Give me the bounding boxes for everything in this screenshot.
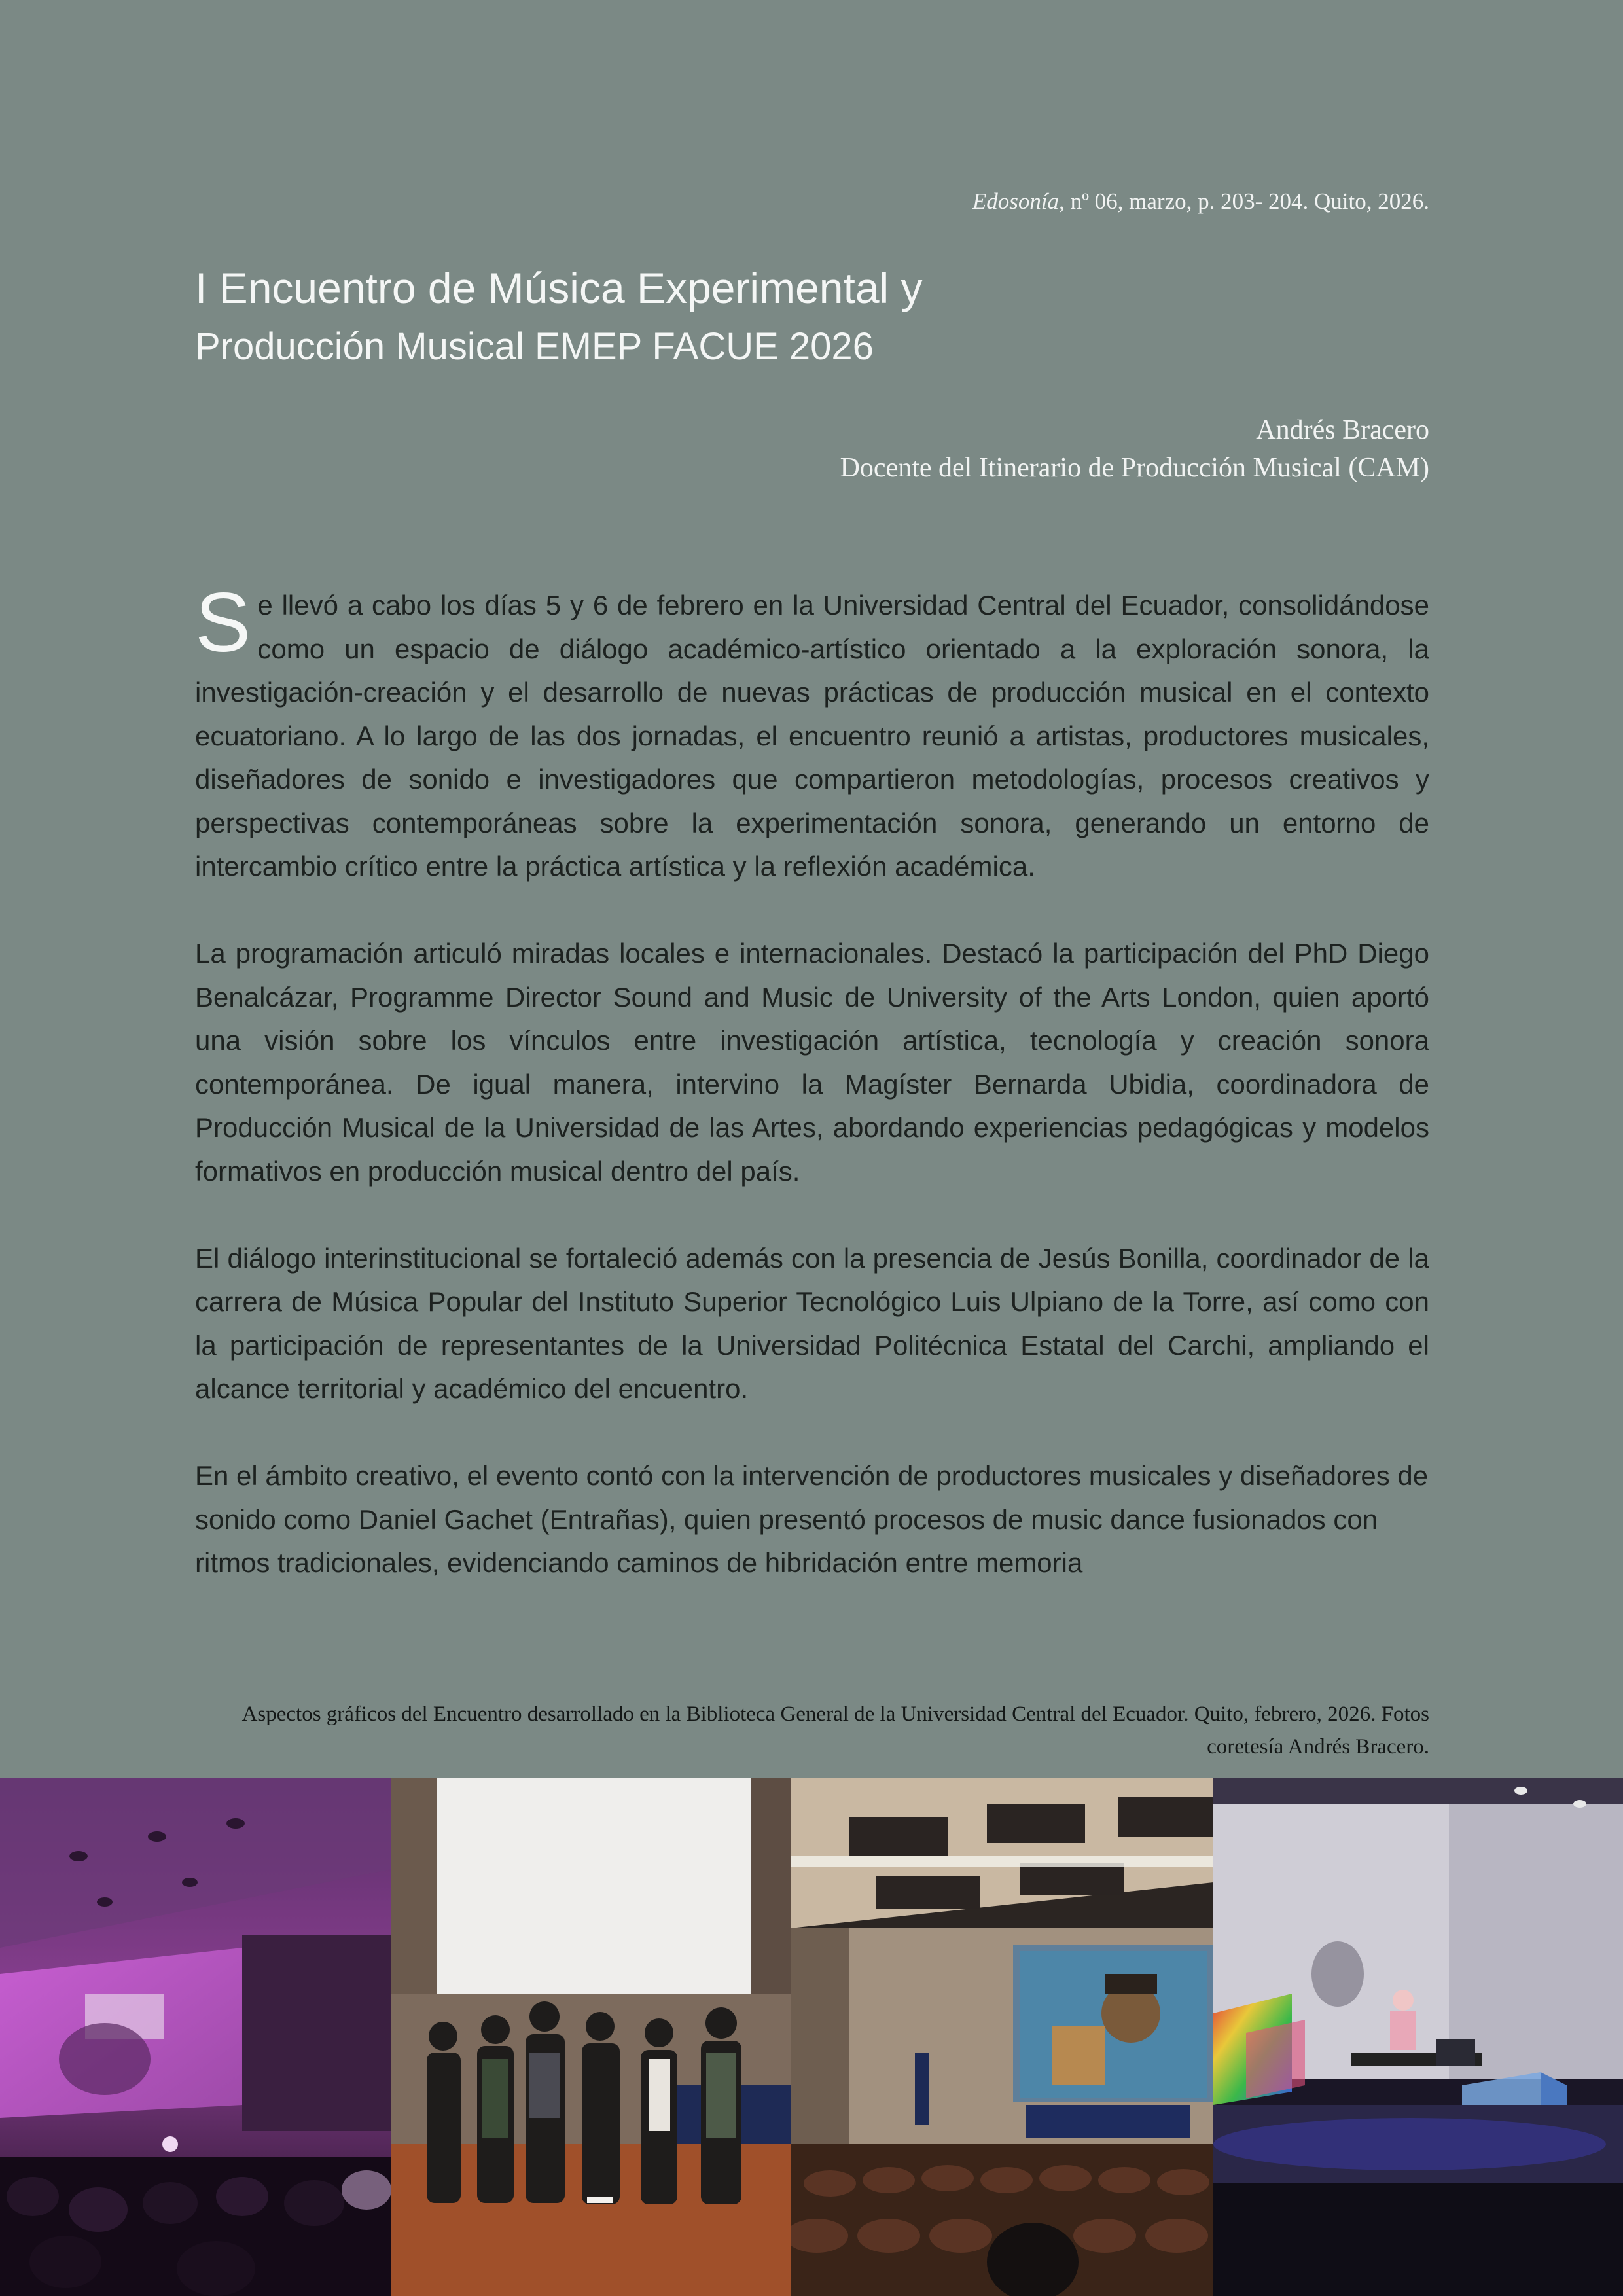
title-line-2: Producción Musical EMEP FACUE 2026 bbox=[195, 325, 874, 368]
author-block bbox=[840, 411, 1429, 487]
article-body bbox=[195, 576, 1429, 1585]
drop-cap: S bbox=[195, 576, 251, 670]
issue-info: , nº 06, marzo, p. 203- 204. Quito, 2026. bbox=[1059, 188, 1429, 214]
article-title bbox=[195, 257, 923, 374]
photo-audience-projection bbox=[0, 1778, 391, 2296]
author-name: Andrés Bracero bbox=[1256, 415, 1429, 445]
journal-reference bbox=[972, 188, 1429, 215]
photo-strip bbox=[0, 1778, 1623, 2296]
photo-caption: Aspectos gráficos del Encuentro desarrollado en la Biblioteca General de la Universidad Central del Ecuador. Quito, febrero, 2026. Fotos coretesía Andrés Bracero. bbox=[241, 1702, 1429, 1759]
paragraph-4: En el ámbito creativo, el evento contó con la intervención de productores musicales y diseñadores de sonido como Daniel Gachet (Entrañas), quien presentó procesos de music dance fusionados con ritmos tradicionales, evidenciando caminos de hibridación entre memoria bbox=[195, 1460, 1429, 1578]
photo-group-portrait bbox=[391, 1778, 791, 2296]
photo-auditorium-screen bbox=[791, 1778, 1213, 2296]
paragraph-1-text: e llevó a cabo los días 5 y 6 de febrero en la Universidad Central del Ecuador, consolidándose como un espacio de diálogo académico-artístico orientado a la exploración sonora, la investigación-creación y el desarrollo de nuevas prácticas de producción musical en el contexto ecuatoriano. A lo largo de las dos jornadas, el encuentro reunió a artistas, productores musicales, diseñadores de sonido e investigadores que compartieron metodologías, procesos creativos y perspectivas contemporáneas sobre la experimentación sonora, generando un entorno de intercambio crítico entre la práctica artística y la reflexión académica. bbox=[195, 590, 1429, 882]
author-role: Docente del Itinerario de Producción Musical (CAM) bbox=[840, 453, 1429, 483]
journal-name: Edosonía bbox=[972, 188, 1060, 214]
title-line-1: I Encuentro de Música Experimental y bbox=[195, 264, 923, 312]
paragraph-2: La programación articuló miradas locales e internacionales. Destacó la participación del PhD Diego Benalcázar, Programme Director Sound and Music de University of the Arts London, quien aportó una visión sobre los vínculos entre investigación artística, tecnología y creación sonora contemporánea. De igual manera, intervino la Magíster Bernarda Ubidia, coordinadora de Producción Musical de la Universidad de las Artes, abordando experiencias pedagógicas y modelos formativos en producción musical dentro del país. bbox=[195, 938, 1429, 1187]
photo-live-performance bbox=[1213, 1778, 1623, 2296]
paragraph-3: El diálogo interinstitucional se fortaleció además con la presencia de Jesús Bonilla, coordinador de la carrera de Música Popular del Instituto Superior Tecnológico Luis Ulpiano de la Torre, así como con la participación de representantes de la Universidad Politécnica Estatal del Carchi, ampliando el alcance territorial y académico del encuentro. bbox=[195, 1242, 1429, 1404]
paragraph-1 bbox=[195, 576, 1429, 889]
